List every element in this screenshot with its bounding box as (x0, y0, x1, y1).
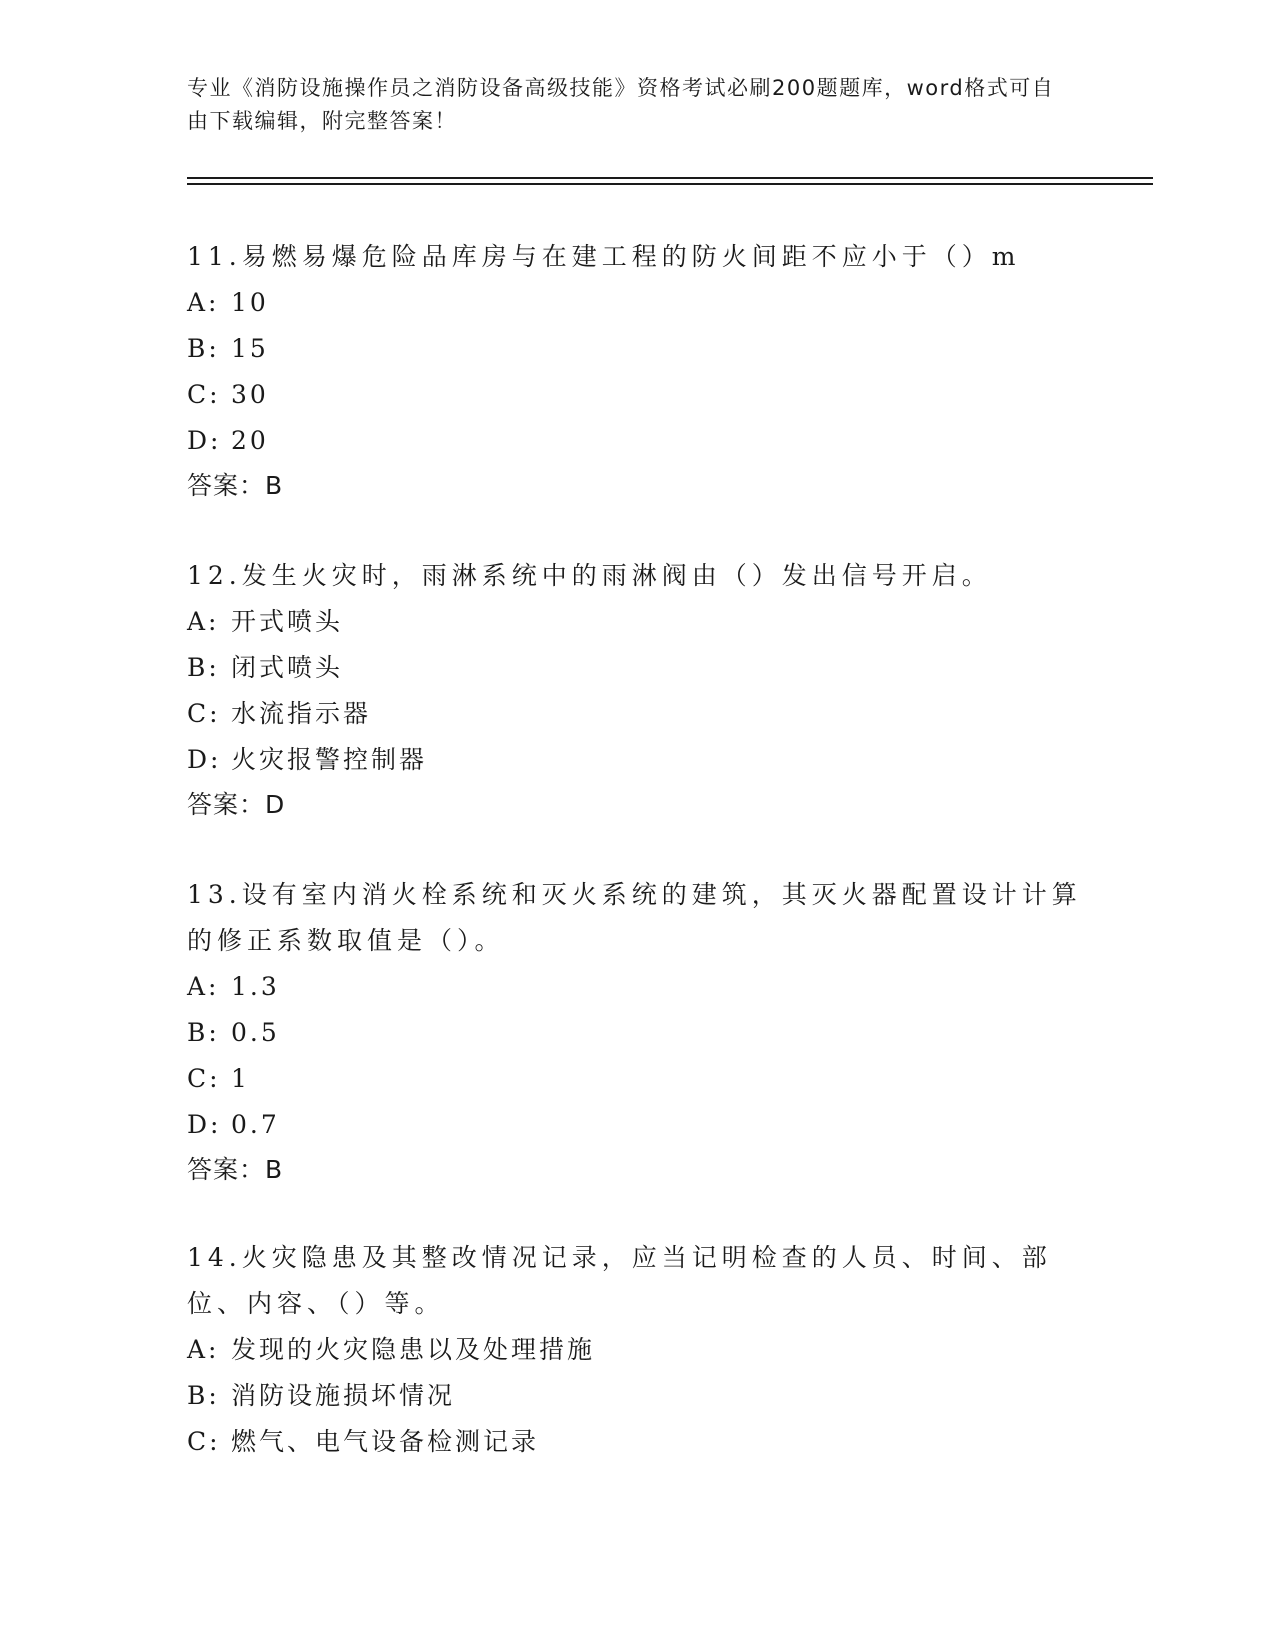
header-divider-bottom (187, 183, 1153, 185)
option-a (187, 964, 1087, 1010)
question-13 (187, 872, 1087, 1192)
question-14 (187, 1235, 1087, 1465)
option-text: 15 (231, 334, 269, 363)
option-text: 1.3 (231, 972, 280, 1001)
option-text: 30 (231, 380, 269, 409)
answer-line: 答案：B (187, 471, 284, 500)
option-text: 0.5 (231, 1018, 280, 1047)
question-stem: 12.发生火灾时，雨淋系统中的雨淋阀由（）发出信号开启。 (187, 561, 992, 590)
option-letter: A: (187, 972, 220, 1001)
option-b (187, 326, 1087, 372)
option-letter: A: (187, 288, 220, 317)
option-text: 开式喷头 (231, 607, 344, 636)
option-text: 10 (231, 288, 269, 317)
answer-line: 答案：B (187, 1155, 284, 1184)
header-divider-top (187, 177, 1153, 179)
option-b (187, 645, 1087, 691)
option-letter: A: (187, 607, 220, 636)
option-letter: B: (187, 334, 220, 363)
option-b (187, 1010, 1087, 1056)
option-c (187, 1419, 1087, 1465)
option-c (187, 1056, 1087, 1102)
option-letter: C: (187, 1427, 221, 1456)
option-d (187, 418, 1087, 464)
option-b (187, 1373, 1087, 1419)
question-stem: 11.易燃易爆危险品库房与在建工程的防火间距不应小于（）m (187, 242, 1021, 271)
option-letter: C: (187, 1064, 221, 1093)
option-text: 发现的火灾隐患以及处理措施 (231, 1335, 596, 1364)
option-letter: B: (187, 1381, 220, 1410)
option-text: 闭式喷头 (231, 653, 344, 682)
option-a (187, 1327, 1087, 1373)
option-text: 消防设施损坏情况 (231, 1381, 456, 1410)
option-a (187, 280, 1087, 326)
option-c (187, 372, 1087, 418)
option-letter: A: (187, 1335, 220, 1364)
question-stem: 14.火灾隐患及其整改情况记录，应当记明检查的人员、时间、部位、内容、（）等。 (187, 1243, 1052, 1318)
option-text: 20 (231, 426, 269, 455)
option-text: 水流指示器 (231, 699, 372, 728)
option-text: 1 (231, 1064, 250, 1093)
question-11 (187, 234, 1087, 508)
option-d (187, 737, 1087, 783)
question-stem: 13.设有室内消火栓系统和灭火系统的建筑，其灭火器配置设计计算的修正系数取值是（）。 (187, 880, 1082, 955)
option-c (187, 691, 1087, 737)
option-a (187, 599, 1087, 645)
option-letter: D: (187, 426, 222, 455)
option-letter: B: (187, 653, 220, 682)
option-letter: C: (187, 380, 221, 409)
option-letter: C: (187, 699, 221, 728)
question-12 (187, 553, 1087, 827)
option-d (187, 1102, 1087, 1148)
option-letter: D: (187, 1110, 222, 1139)
option-letter: D: (187, 745, 222, 774)
option-text: 燃气、电气设备检测记录 (231, 1427, 540, 1456)
option-text: 0.7 (231, 1110, 280, 1139)
document-header: 专业《消防设施操作员之消防设备高级技能》资格考试必刷200题题库，word格式可自由下载编辑，附完整答案！ (187, 76, 1055, 133)
option-letter: B: (187, 1018, 220, 1047)
answer-line: 答案：D (187, 790, 286, 819)
option-text: 火灾报警控制器 (231, 745, 428, 774)
